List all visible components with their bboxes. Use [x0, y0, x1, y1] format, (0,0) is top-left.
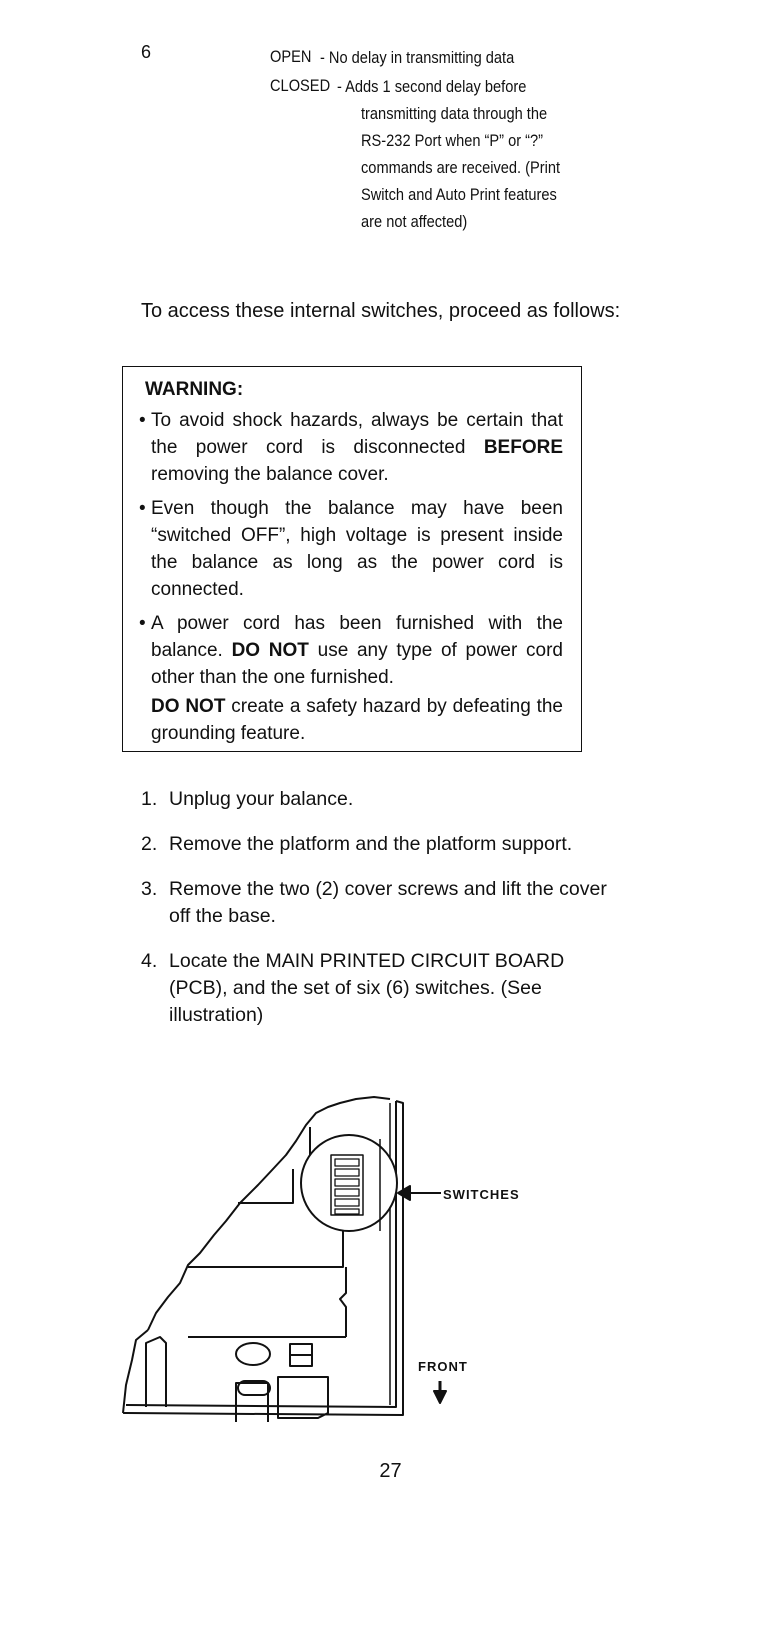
- switch-open-description: - No delay in transmitting data: [320, 48, 515, 67]
- switch-closed-line-6: are not affected): [361, 212, 468, 231]
- switch-closed-line-2: transmitting data through the: [361, 104, 548, 123]
- step-4: 4. Locate the MAIN PRINTED CIRCUIT BOARD (PCB), and the set of six (6) switches. (See illustration): [141, 950, 565, 1026]
- warning-item-1: • To avoid shock hazards, always be certain that the power cord is disconnected BEFORE removing the balance cover.: [139, 407, 563, 488]
- switch-closed-label: CLOSED: [270, 76, 331, 95]
- bullet-icon: •: [139, 410, 146, 431]
- switch-closed-line-4: commands are received. (Print: [361, 158, 561, 177]
- warning-list: [139, 407, 563, 747]
- pcb-drawing: [118, 1085, 568, 1425]
- warning-item-2: • Even though the balance may have been “switched OFF”, high voltage is present inside the balance as long as the power cord is connected.: [139, 495, 563, 603]
- page-number: 27: [379, 1460, 402, 1482]
- bullet-icon: •: [139, 613, 146, 634]
- switch-open-label: OPEN: [270, 47, 312, 66]
- switch-closed-line-5: Switch and Auto Print features: [361, 185, 557, 204]
- switch-closed-line-3: RS-232 Port when “P” or “?”: [361, 131, 544, 150]
- bullet-icon: •: [139, 498, 146, 519]
- intro-paragraph: To access these internal switches, proceed as follows:: [141, 300, 621, 322]
- step-3: 3. Remove the two (2) cover screws and lift the cover off the base.: [141, 878, 607, 927]
- switch-number: 6: [141, 42, 152, 62]
- pcb-illustration: [118, 1085, 568, 1425]
- step-1: 1. Unplug your balance.: [141, 788, 354, 810]
- warning-item-3-continuation: DO NOT create a safety hazard by defeating the grounding feature.: [151, 696, 563, 744]
- switch-closed-line-1: - Adds 1 second delay before: [337, 77, 527, 96]
- step-2: 2. Remove the platform and the platform support.: [141, 833, 573, 855]
- warning-box: [122, 366, 582, 752]
- warning-item-3: • A power cord has been furnished with the balance. DO NOT use any type of power cord other than the one furnished.: [139, 610, 563, 691]
- procedure-steps: [141, 786, 611, 1047]
- switches-label: SWITCHES: [443, 1187, 520, 1202]
- front-label: FRONT: [418, 1359, 468, 1374]
- warning-title: WARNING:: [145, 379, 244, 400]
